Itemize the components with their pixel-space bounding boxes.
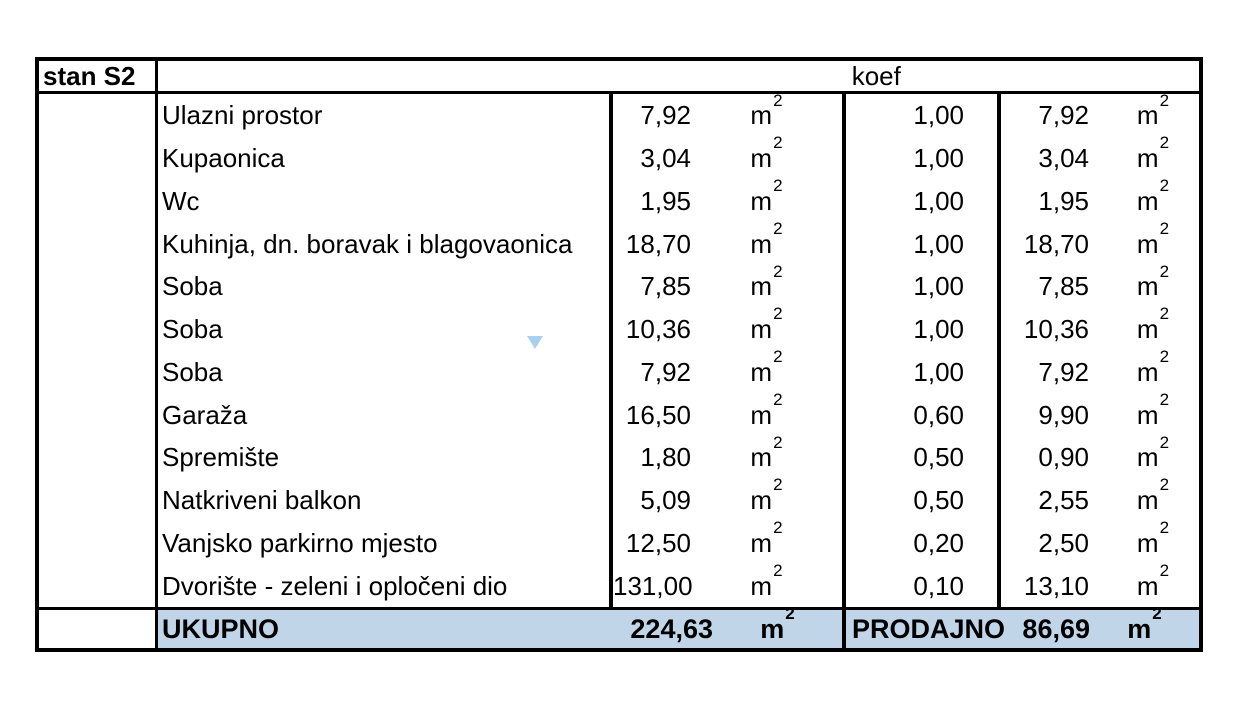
unit-label	[1089, 261, 1199, 302]
area-value: 7,92	[640, 356, 691, 387]
room-name-cell: Ulazni prostor	[162, 100, 323, 131]
unit-m: m	[1136, 100, 1159, 131]
unit-m: m	[750, 527, 773, 558]
unit-m: m	[1127, 613, 1152, 644]
result-value: 7,92	[1038, 356, 1089, 387]
area-cell	[613, 133, 842, 180]
area-cell	[613, 475, 842, 522]
table-body	[39, 90, 1199, 607]
koef-cell: 1,00	[913, 100, 964, 131]
unit-superscript: 2	[773, 218, 783, 238]
unit-label	[691, 176, 842, 216]
unit-superscript: 2	[1159, 475, 1170, 495]
unit-label	[1089, 133, 1199, 174]
unit-superscript: 2	[773, 304, 783, 324]
area-cell	[613, 304, 842, 351]
unit-superscript: 2	[773, 133, 783, 153]
unit-label	[691, 90, 842, 131]
unit-superscript: 2	[1159, 518, 1170, 538]
prodajno-label: PRODAJNO	[852, 613, 1006, 644]
area-cell	[613, 518, 842, 565]
unit-m: m	[750, 399, 773, 430]
unit-label	[691, 347, 842, 387]
room-name-column	[158, 94, 613, 607]
apartment-label-cell	[39, 61, 158, 91]
unit-superscript: 2	[1159, 133, 1170, 153]
room-name-cell: Spremište	[162, 442, 280, 473]
area-cell	[613, 176, 842, 223]
koef-cell: 1,00	[913, 271, 964, 302]
total-value: 224,63	[630, 613, 713, 644]
result-cell	[1001, 176, 1199, 223]
unit-label	[691, 133, 842, 174]
result-cell	[1001, 347, 1199, 394]
unit-label	[1089, 475, 1199, 516]
result-cell	[1001, 389, 1199, 436]
area-column	[613, 90, 846, 607]
unit-m: m	[760, 613, 785, 644]
unit-superscript: 2	[785, 603, 795, 623]
unit-m: m	[1136, 228, 1159, 259]
unit-label	[1089, 304, 1199, 345]
unit-label	[1089, 518, 1199, 558]
result-value: 7,92	[1038, 100, 1089, 131]
table-header-row	[39, 61, 1199, 94]
unit-m: m	[750, 570, 773, 601]
blue-triangle-marker	[527, 336, 543, 349]
unit-m: m	[1136, 356, 1159, 387]
result-cell	[1001, 518, 1199, 565]
unit-superscript: 2	[1159, 304, 1170, 324]
room-name-cell: Soba	[162, 314, 223, 345]
room-name-cell: Garaža	[162, 399, 248, 430]
left-spacer-column	[39, 94, 158, 607]
area-value: 1,95	[640, 185, 691, 216]
total-cell	[158, 603, 846, 648]
area-value: 16,50	[625, 399, 691, 430]
unit-m: m	[1136, 527, 1159, 558]
unit-superscript: 2	[773, 518, 783, 538]
unit-label	[691, 518, 842, 558]
unit-superscript: 2	[1159, 261, 1170, 281]
totals-left-spacer	[39, 610, 158, 648]
unit-label	[1089, 347, 1199, 387]
unit-m: m	[1136, 143, 1159, 174]
unit-m: m	[1136, 442, 1159, 473]
area-value: 1,80	[640, 442, 691, 473]
result-cell	[1001, 133, 1199, 180]
unit-m: m	[1136, 485, 1159, 516]
koef-header-label: koef	[851, 61, 901, 91]
koef-cell: 0,50	[913, 442, 964, 473]
result-value: 1,95	[1038, 185, 1089, 216]
result-cell	[1001, 560, 1199, 607]
room-name-cell: Soba	[162, 356, 223, 387]
result-value: 2,50	[1038, 527, 1089, 558]
result-cell	[1001, 90, 1199, 137]
result-cell	[1001, 475, 1199, 522]
unit-m: m	[1136, 570, 1159, 601]
unit-superscript: 2	[1159, 347, 1170, 367]
prodajno-unit	[1090, 603, 1199, 644]
unit-superscript: 2	[773, 176, 783, 196]
apartment-area-table	[35, 57, 1203, 652]
unit-label	[691, 432, 842, 473]
result-value: 2,55	[1038, 485, 1089, 516]
unit-superscript: 2	[773, 475, 783, 495]
koef-cell: 1,00	[913, 314, 964, 345]
unit-label	[691, 304, 842, 345]
area-value: 3,04	[640, 143, 691, 174]
unit-m: m	[750, 314, 773, 345]
koef-cell: 1,00	[913, 185, 964, 216]
unit-label	[1089, 218, 1199, 259]
unit-superscript: 2	[1159, 389, 1170, 409]
room-name-cell: Vanjsko parkirno mjesto	[162, 527, 438, 558]
area-cell	[613, 347, 842, 394]
unit-superscript: 2	[773, 347, 783, 367]
unit-m: m	[750, 228, 773, 259]
apartment-label: stan S2	[43, 61, 136, 91]
result-cell	[1001, 261, 1199, 308]
result-value: 3,04	[1038, 143, 1089, 174]
unit-superscript: 2	[1152, 603, 1162, 623]
area-value: 7,92	[640, 100, 691, 131]
area-cell	[613, 261, 842, 308]
prodajno-value: 86,69	[1022, 613, 1090, 644]
room-name-cell: Kuhinja, dn. boravak i blagovaonica	[162, 228, 573, 259]
unit-m: m	[750, 442, 773, 473]
result-value: 7,85	[1038, 271, 1089, 302]
koef-cell: 0,20	[913, 527, 964, 558]
unit-m: m	[1136, 314, 1159, 345]
unit-m: m	[750, 271, 773, 302]
koef-cell: 0,60	[913, 399, 964, 430]
unit-superscript: 2	[1159, 176, 1170, 196]
area-value: 18,70	[625, 228, 691, 259]
result-value: 18,70	[1023, 228, 1089, 259]
area-value: 12,50	[625, 527, 691, 558]
unit-label	[691, 261, 842, 302]
area-cell	[613, 90, 842, 137]
unit-superscript: 2	[1159, 90, 1170, 110]
area-value: 7,85	[640, 271, 691, 302]
unit-m: m	[1136, 399, 1159, 430]
result-area-column	[1001, 90, 1199, 607]
koef-column	[846, 94, 1001, 607]
unit-label	[691, 389, 842, 430]
room-name-cell: Wc	[162, 185, 200, 216]
result-cell	[1001, 432, 1199, 479]
total-unit	[713, 603, 842, 644]
unit-m: m	[750, 356, 773, 387]
unit-superscript: 2	[773, 389, 783, 409]
unit-superscript: 2	[773, 560, 783, 580]
unit-label	[1089, 560, 1199, 601]
unit-superscript: 2	[773, 90, 783, 110]
room-name-cell: Kupaonica	[162, 143, 285, 174]
result-value: 9,90	[1038, 399, 1089, 430]
unit-superscript: 2	[1159, 560, 1170, 580]
area-cell	[613, 432, 842, 479]
unit-superscript: 2	[1159, 218, 1170, 238]
area-value: 131,00	[613, 570, 693, 601]
area-value: 5,09	[640, 485, 691, 516]
koef-cell: 1,00	[913, 356, 964, 387]
unit-m: m	[750, 485, 773, 516]
unit-m: m	[750, 100, 773, 131]
room-name-cell: Dvorište - zeleni i opločeni dio	[162, 570, 508, 601]
unit-label	[1089, 90, 1199, 131]
unit-label	[691, 560, 842, 601]
room-name-cell: Natkriveni balkon	[162, 485, 362, 516]
prodajno-cell	[846, 603, 1199, 648]
area-cell	[613, 560, 842, 607]
totals-row	[39, 603, 1199, 648]
unit-label	[1089, 432, 1199, 473]
total-label: UKUPNO	[162, 613, 280, 644]
unit-m: m	[750, 143, 773, 174]
room-name-cell: Soba	[162, 271, 223, 302]
unit-superscript: 2	[1159, 432, 1170, 452]
koef-header-cell	[158, 61, 1199, 91]
koef-cell: 1,00	[913, 228, 964, 259]
result-value: 10,36	[1023, 314, 1089, 345]
unit-m: m	[1136, 185, 1159, 216]
koef-cell: 0,10	[913, 570, 964, 601]
unit-label	[691, 218, 842, 259]
result-cell	[1001, 218, 1199, 265]
unit-m: m	[750, 185, 773, 216]
area-cell	[613, 218, 842, 265]
koef-cell: 0,50	[913, 485, 964, 516]
koef-cell: 1,00	[913, 143, 964, 174]
unit-label	[1089, 389, 1199, 430]
unit-label	[691, 475, 842, 516]
unit-label	[1089, 176, 1199, 216]
result-value: 13,10	[1023, 570, 1089, 601]
unit-superscript: 2	[773, 432, 783, 452]
area-value: 10,36	[625, 314, 691, 345]
result-value: 0,90	[1038, 442, 1089, 473]
area-cell	[613, 389, 842, 436]
unit-superscript: 2	[773, 261, 783, 281]
unit-m: m	[1136, 271, 1159, 302]
result-cell	[1001, 304, 1199, 351]
